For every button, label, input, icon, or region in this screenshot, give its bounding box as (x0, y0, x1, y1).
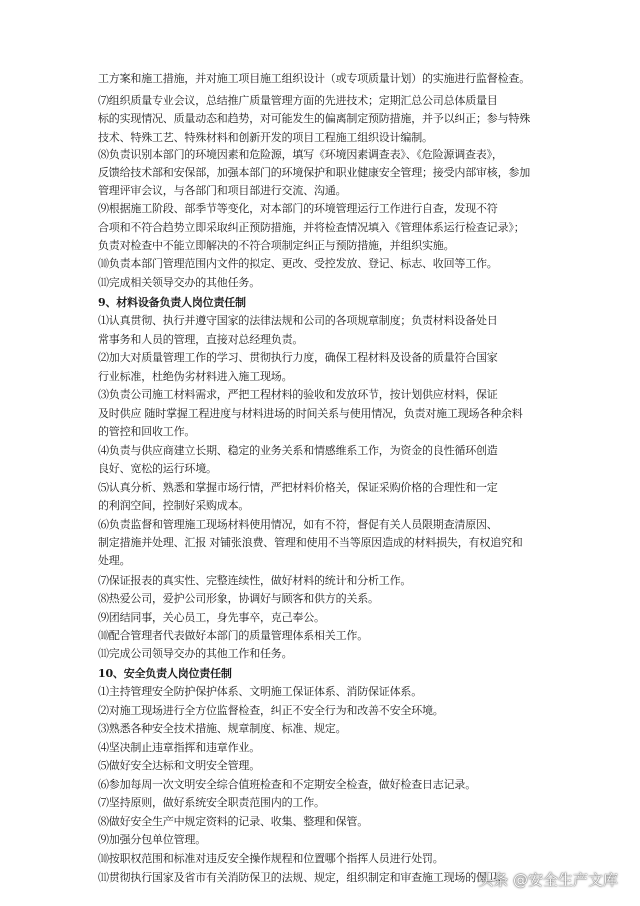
text-line: ⑻做好安全生产中规定资料的记录、收集、整理和保管。 (98, 815, 368, 828)
text-line: 管理评审会议，与各部门和项目部进行交流、沟通。 (98, 184, 347, 197)
text-line: ⑾贯彻执行国家及省市有关消防保卫的法规、规定，组织制定和审查施工现场的保卫、 (98, 871, 509, 884)
text-line: ⑾完成公司领导交办的其他工作和任务。 (98, 647, 293, 660)
text-line: 10、安全负责人岗位责任制 (98, 667, 232, 680)
text-line: ⑽负责本部门管理范围内文件的拟定、更改、受控发放、登记、标志、收回等工作。 (98, 257, 498, 270)
text-line: ⑺坚持原则，做好系统安全职责范围内的工作。 (98, 796, 325, 809)
text-line: ⑻热爱公司，爱护公司形象，协调好与顾客和供方的关系。 (98, 592, 379, 605)
text-line: ⑾完成相关领导交办的其他任务。 (98, 276, 260, 289)
text-line: ⑼团结同事，关心员工，身先事卒，克己奉公。 (98, 611, 325, 624)
text-line: 制定措施并处理、汇报 对铺张浪费、管理和使用不当等原因造成的材料损失，有权追究和 (98, 536, 523, 549)
text-line: ⑷坚决制止违章指挥和违章作业。 (98, 741, 260, 754)
text-line: ⑸认真分析、熟悉和掌握市场行情，严把材料价格关，保证采购价格的合理性和一定 (98, 481, 498, 494)
text-line: 负责对检查中不能立即解决的不符合项制定纠正与预防措施，并组织实施。 (98, 239, 455, 252)
text-line: 及时供应 随时掌握工程进度与材料进场的时间关系与使用情况，负责对施工现场各种余料 (98, 407, 523, 420)
text-line: 的管控和回收工作。 (98, 425, 196, 438)
text-line: ⑽按职权范围和标准对违反安全操作规程和位置哪个指挥人员进行处罚。 (98, 852, 444, 865)
text-line: 技术、特殊工艺、特殊材料和创新开发的项目工程施工组织设计编制。 (98, 131, 433, 144)
text-line: 的利润空间，控制好采购成本。 (98, 499, 250, 512)
text-line: ⑵加大对质量管理工作的学习、贯彻执行力度，确保工程材料及设备的质量符合国家 (98, 351, 498, 364)
text-line: ⑽配合管理者代表做好本部门的质量管理体系相关工作。 (98, 629, 368, 642)
text-line: 良好、宽松的运行环境。 (98, 462, 217, 475)
text-line: 合项和不符合趋势立即采取纠正预防措施，并将检查情况填入《管理体系运行检查记录》； (98, 221, 525, 234)
text-line: 反馈给技术部和安保部，加强本部门的环境保护和职业健康安全管理；接受内部审核，参加 (98, 166, 530, 179)
text-line: ⑺保证报表的真实性、完整连续性，做好材料的统计和分析工作。 (98, 574, 412, 587)
text-line: ⑸做好安全达标和文明安全管理。 (98, 759, 260, 772)
text-line: 9、材料设备负责人岗位责任制 (98, 296, 246, 309)
text-line: 行业标准，杜绝伪劣材料进入施工现场。 (98, 370, 293, 383)
text-line: ⑴认真贯彻、执行并遵守国家的法律法规和公司的各项规章制度；负责材料设备处日 (98, 314, 498, 327)
text-line: ⑹负责监督和管理施工现场材料使用情况，如有不符，督促有关人员限期查清原因、 (98, 518, 498, 531)
text-line: 常事务和人员的管理，直接对总经理负责。 (98, 333, 304, 346)
text-line: ⑹参加每周一次文明安全综合值班检查和不定期安全检查，做好检查日志记录。 (98, 778, 476, 791)
text-line: ⑷负责与供应商建立长期、稳定的业务关系和情感维系工作，为资金的良性循环创造 (98, 444, 498, 457)
text-line: ⑼加强分包单位管理。 (98, 833, 206, 846)
text-line: ⑶熟悉各种安全技术措施、规章制度、标准、规定。 (98, 722, 347, 735)
text-line: ⑶负责公司施工材料需求，严把工程材料的验收和发放环节，按计划供应材料，保证 (98, 388, 498, 401)
text-line: ⑵对施工现场进行全方位监督检查，纠正不安全行为和改善不安全环境。 (98, 704, 444, 717)
text-line: 标的实现情况、质量动态和趋势，对可能发生的偏离制定预防措施，并予以纠正；参与特殊 (98, 112, 530, 125)
text-line: ⑻负责识别本部门的环境因素和危险源，填写《环境因素调查表》、《危险源调查表》， (98, 148, 503, 161)
text-line: 工方案和施工措施，并对施工项目施工组织设计（或专项质量计划）的实施进行监督检查。 (98, 72, 530, 85)
text-line: ⑺组织质量专业会议，总结推广质量管理方面的先进技术；定期汇总公司总体质量目 (98, 94, 498, 107)
text-line: ⑼根据施工阶段、部季节等变化，对本部门的环境管理运行工作进行自查，发现不符 (98, 202, 498, 215)
watermark: 头条 @安全生产文库 (478, 871, 618, 889)
text-line: 处理。 (98, 554, 131, 567)
text-line: ⑴主持管理安全防护保护体系、文明施工保证体系、消防保证体系。 (98, 685, 422, 698)
